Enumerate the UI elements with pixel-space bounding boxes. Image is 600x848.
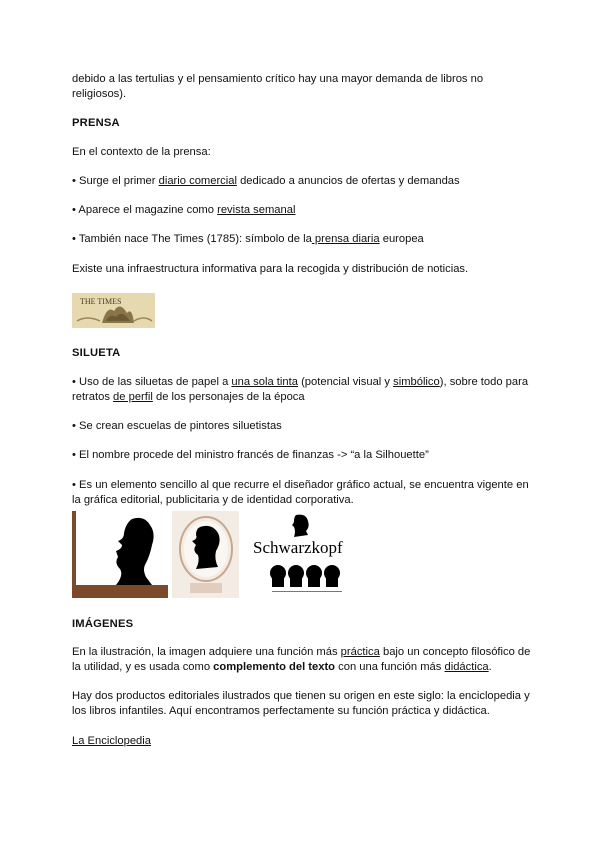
silhouette-framed-profile-image (172, 511, 239, 598)
silueta-bullet-2: • Se crean escuelas de pintores siluetistas (72, 420, 282, 432)
prensa-bullet-1: • Surge el primer diario comercial dedicado a anuncios de ofertas y demandas (72, 175, 460, 187)
silhouette-book-cover-image (72, 511, 168, 598)
schwarzkopf-logo-image (250, 513, 356, 597)
prensa-bullet-3: • También nace The Times (1785): símbolo de la prensa diaria europea (72, 233, 424, 245)
link-de-perfil[interactable]: de perfil (113, 391, 153, 403)
link-prensa-diaria[interactable]: prensa diaria (311, 233, 380, 245)
prensa-infraestructura: Existe una infraestructura informativa para la recogida y distribución de noticias. (72, 263, 469, 275)
prensa-intro: En el contexto de la prensa: (72, 146, 211, 158)
the-times-masthead-image (72, 293, 155, 328)
link-simbolico[interactable]: simbólico (393, 376, 440, 388)
enciclopedia-link-line (72, 734, 532, 749)
heading-silueta: SILUETA (72, 347, 121, 359)
masthead-text: THE TIMES (80, 297, 122, 306)
link-diario-comercial[interactable]: diario comercial (158, 175, 237, 187)
link-la-enciclopedia[interactable]: La Enciclopedia (72, 735, 151, 747)
brand-text: Schwarzkopf (253, 538, 343, 557)
imagenes-paragraph-2: Hay dos productos editoriales ilustrados que tienen su origen en este siglo: la enciclopedia y los libros infantiles. Aquí encontramos perfectamente su función práctica y didáctica. (72, 690, 530, 717)
prensa-bullet-2: • Aparece el magazine como revista semanal (72, 204, 296, 216)
silueta-bullet-4: • Es un elemento sencillo al que recurre el diseñador gráfico actual, se encuentra vigente en la gráfica editorial, publicitaria y de identidad corporativa. (72, 479, 529, 506)
link-revista-semanal[interactable]: revista semanal (217, 204, 296, 216)
silueta-bullet-3: • El nombre procede del ministro francés de finanzas -> “a la Silhouette” (72, 449, 429, 461)
intro-paragraph: debido a las tertulias y el pensamiento crítico hay una mayor demanda de libros no religiosos). (72, 73, 484, 100)
link-practica[interactable]: práctica (340, 646, 380, 658)
emphasis-complemento: complemento del texto (213, 661, 336, 673)
link-una-sola-tinta[interactable]: una sola tinta (231, 376, 298, 388)
link-didactica[interactable]: didáctica (444, 661, 489, 673)
imagenes-paragraph-1: En la ilustración, la imagen adquiere una función más práctica bajo un concepto filosófico de la utilidad, y es usada como complemento del texto con una función más didáctica. (72, 646, 531, 673)
heading-imagenes: IMÁGENES (72, 618, 134, 630)
silueta-bullet-1: • Uso de las siluetas de papel a una sola tinta (potencial visual y simbólico), sobre todo para retratos de perfil de los personajes de la época (72, 376, 529, 403)
heading-prensa: PRENSA (72, 117, 120, 129)
